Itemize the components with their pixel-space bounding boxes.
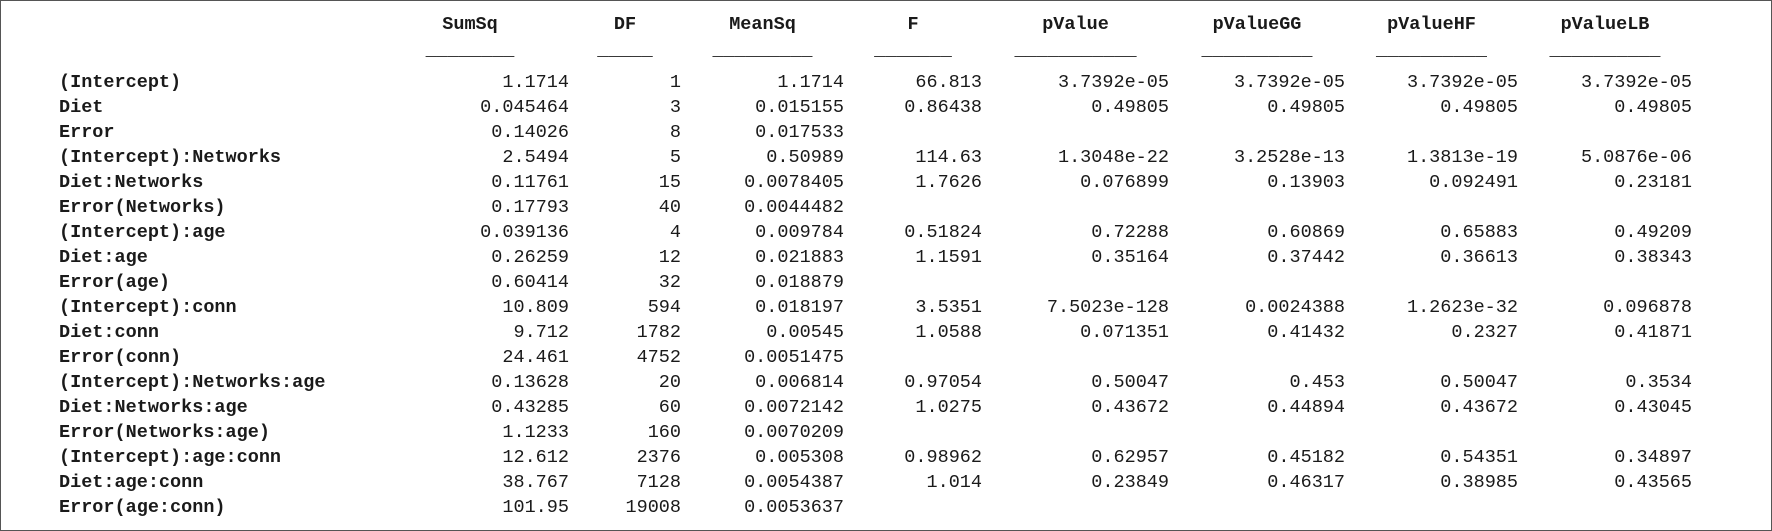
cell-sumsq: 0.11761 <box>491 172 569 193</box>
cell-df: 12 <box>658 247 681 268</box>
row-label: Diet:age <box>59 247 148 268</box>
cell-meansq: 0.015155 <box>755 97 844 118</box>
cell-pvalue <box>982 120 1169 145</box>
cell-sumsq: 10.809 <box>502 297 569 318</box>
cell-pvalue: 0.50047 <box>1091 372 1169 393</box>
table-row <box>59 220 1692 245</box>
cell-sumsq: 0.60414 <box>491 272 569 293</box>
cell-pvaluelb: 0.49209 <box>1614 222 1692 243</box>
row-label: Error(Networks:age) <box>59 422 270 443</box>
column-header-f: F <box>907 13 919 35</box>
cell-meansq: 1.1714 <box>777 72 844 93</box>
cell-meansq: 0.0072142 <box>744 397 844 418</box>
table-row <box>59 170 1692 195</box>
cell-meansq: 0.018879 <box>755 272 844 293</box>
cell-df: 2376 <box>636 447 681 468</box>
column-header-meansq: MeanSq <box>729 13 796 35</box>
cell-f: 114.63 <box>915 147 982 168</box>
cell-pvaluegg: 0.453 <box>1289 372 1345 393</box>
column-header-pvaluehf: pValueHF <box>1387 13 1476 35</box>
cell-pvaluehf: 3.7392e-05 <box>1406 72 1518 93</box>
table-row <box>59 370 1692 395</box>
cell-pvaluelb: 0.23181 <box>1614 172 1692 193</box>
row-label: (Intercept):Networks:age <box>59 372 326 393</box>
cell-pvaluegg: 0.44894 <box>1267 397 1345 418</box>
cell-f: 1.7626 <box>915 172 982 193</box>
cell-df: 1 <box>669 72 681 93</box>
table-header <box>59 8 1692 70</box>
row-label: (Intercept):conn <box>59 297 237 318</box>
cell-df: 5 <box>669 147 681 168</box>
cell-pvaluehf <box>1345 420 1518 445</box>
cell-pvaluelb: 0.38343 <box>1614 247 1692 268</box>
header-underline: ________ <box>425 40 515 61</box>
header-underline: __________ <box>1201 40 1313 61</box>
table-row <box>59 345 1692 370</box>
underline-spacer <box>59 40 371 70</box>
cell-pvalue <box>982 420 1169 445</box>
cell-pvaluegg: 0.45182 <box>1267 447 1345 468</box>
cell-pvaluelb: 0.49805 <box>1614 97 1692 118</box>
cell-sumsq: 0.17793 <box>491 197 569 218</box>
cell-pvaluegg <box>1169 120 1345 145</box>
cell-sumsq: 9.712 <box>513 322 569 343</box>
cell-pvaluehf <box>1345 345 1518 370</box>
cell-pvaluehf: 0.49805 <box>1440 97 1518 118</box>
row-label: Error(age:conn) <box>59 497 226 518</box>
row-label: (Intercept):age <box>59 222 226 243</box>
table-row <box>59 195 1692 220</box>
cell-pvaluelb <box>1518 495 1692 520</box>
cell-meansq: 0.018197 <box>755 297 844 318</box>
cell-meansq: 0.006814 <box>755 372 844 393</box>
row-label: Diet:Networks:age <box>59 397 248 418</box>
cell-pvaluehf: 0.50047 <box>1440 372 1518 393</box>
cell-df: 15 <box>658 172 681 193</box>
cell-f <box>844 345 982 370</box>
cell-sumsq: 0.039136 <box>480 222 569 243</box>
cell-f: 0.86438 <box>904 97 982 118</box>
row-label: Error <box>59 122 115 143</box>
column-header-pvaluegg: pValueGG <box>1212 13 1302 35</box>
cell-pvaluegg <box>1169 420 1345 445</box>
cell-pvalue: 3.7392e-05 <box>1057 72 1169 93</box>
cell-pvaluegg: 0.0024388 <box>1245 297 1345 318</box>
cell-pvaluegg: 0.49805 <box>1267 97 1345 118</box>
cell-pvalue <box>982 195 1169 220</box>
table-row <box>59 495 1692 520</box>
cell-meansq: 0.0053637 <box>744 497 844 518</box>
cell-sumsq: 1.1233 <box>502 422 569 443</box>
cell-df: 160 <box>647 422 681 443</box>
cell-sumsq: 0.14026 <box>491 122 569 143</box>
cell-pvaluegg: 0.60869 <box>1267 222 1345 243</box>
cell-sumsq: 0.43285 <box>491 397 569 418</box>
cell-pvalue <box>982 345 1169 370</box>
cell-pvaluegg: 0.37442 <box>1267 247 1345 268</box>
cell-f <box>844 120 982 145</box>
cell-pvaluelb: 5.0876e-06 <box>1580 147 1692 168</box>
cell-f: 1.0588 <box>915 322 982 343</box>
cell-df: 60 <box>658 397 681 418</box>
cell-df: 8 <box>669 122 681 143</box>
cell-pvaluegg <box>1169 270 1345 295</box>
cell-meansq: 0.00545 <box>766 322 844 343</box>
cell-f: 1.1591 <box>915 247 982 268</box>
cell-df: 19008 <box>625 497 681 518</box>
row-label: (Intercept):Networks <box>59 147 282 168</box>
cell-f: 3.5351 <box>915 297 982 318</box>
cell-df: 1782 <box>636 322 681 343</box>
cell-pvaluegg <box>1169 345 1345 370</box>
cell-pvalue <box>982 270 1169 295</box>
cell-f: 0.51824 <box>904 222 982 243</box>
cell-pvalue: 0.62957 <box>1091 447 1169 468</box>
table-body <box>59 70 1692 520</box>
cell-pvaluegg <box>1169 195 1345 220</box>
row-label: Diet:age:conn <box>59 472 204 493</box>
row-label: Error(Networks) <box>59 197 226 218</box>
column-header-sumsq: SumSq <box>442 13 498 35</box>
cell-df: 4752 <box>636 347 681 368</box>
row-label: Diet <box>59 97 104 118</box>
cell-pvalue: 0.076899 <box>1080 172 1169 193</box>
header-underline-row <box>59 40 1692 70</box>
cell-pvaluehf: 0.43672 <box>1440 397 1518 418</box>
cell-f <box>844 270 982 295</box>
table-row <box>59 445 1692 470</box>
cell-pvaluehf: 0.2327 <box>1451 322 1518 343</box>
cell-pvaluehf <box>1345 270 1518 295</box>
column-header-pvalue: pValue <box>1042 13 1109 35</box>
cell-pvaluehf: 0.38985 <box>1440 472 1518 493</box>
table-row <box>59 70 1692 95</box>
cell-pvaluehf: 0.65883 <box>1440 222 1518 243</box>
cell-pvaluelb: 0.43045 <box>1614 397 1692 418</box>
table-row <box>59 320 1692 345</box>
cell-pvaluegg: 3.2528e-13 <box>1233 147 1345 168</box>
row-label: Diet:Networks <box>59 172 204 193</box>
cell-pvaluehf: 0.54351 <box>1440 447 1518 468</box>
cell-f: 66.813 <box>915 72 982 93</box>
cell-df: 594 <box>647 297 681 318</box>
anova-table <box>59 8 1692 520</box>
cell-df: 7128 <box>636 472 681 493</box>
cell-pvaluehf <box>1345 495 1518 520</box>
cell-sumsq: 12.612 <box>502 447 569 468</box>
cell-pvaluelb: 3.7392e-05 <box>1580 72 1692 93</box>
cell-f: 0.98962 <box>904 447 982 468</box>
cell-pvaluehf: 1.2623e-32 <box>1406 297 1518 318</box>
cell-sumsq: 1.1714 <box>502 72 569 93</box>
cell-pvaluelb <box>1518 195 1692 220</box>
row-label-header <box>59 8 371 40</box>
cell-meansq: 0.005308 <box>755 447 844 468</box>
cell-pvalue: 0.35164 <box>1091 247 1169 268</box>
cell-sumsq: 2.5494 <box>502 147 569 168</box>
cell-sumsq: 38.767 <box>502 472 569 493</box>
table-row <box>59 120 1692 145</box>
cell-f <box>844 195 982 220</box>
cell-pvaluegg: 3.7392e-05 <box>1233 72 1345 93</box>
header-underline: _______ <box>874 40 952 61</box>
cell-f: 0.97054 <box>904 372 982 393</box>
cell-pvaluelb <box>1518 345 1692 370</box>
cell-meansq: 0.0054387 <box>744 472 844 493</box>
table-row <box>59 470 1692 495</box>
cell-pvaluegg: 0.41432 <box>1267 322 1345 343</box>
cell-pvalue: 7.5023e-128 <box>1046 297 1169 318</box>
cell-pvaluehf: 1.3813e-19 <box>1406 147 1518 168</box>
cell-meansq: 0.0044482 <box>744 197 844 218</box>
cell-pvaluehf: 0.092491 <box>1429 172 1518 193</box>
header-underline: __________ <box>1549 40 1661 61</box>
cell-sumsq: 0.26259 <box>491 247 569 268</box>
cell-f: 1.014 <box>926 472 982 493</box>
cell-meansq: 0.50989 <box>766 147 844 168</box>
cell-meansq: 0.0070209 <box>744 422 844 443</box>
header-underline: _________ <box>712 40 813 61</box>
cell-pvaluelb: 0.41871 <box>1614 322 1692 343</box>
table-row <box>59 245 1692 270</box>
table-row <box>59 420 1692 445</box>
header-underline: _____ <box>597 40 653 61</box>
cell-df: 40 <box>658 197 681 218</box>
cell-pvaluelb: 0.43565 <box>1614 472 1692 493</box>
row-label: Error(age) <box>59 272 171 293</box>
cell-pvalue: 1.3048e-22 <box>1057 147 1169 168</box>
cell-pvaluelb: 0.3534 <box>1625 372 1692 393</box>
table-row <box>59 95 1692 120</box>
cell-pvalue <box>982 495 1169 520</box>
header-row <box>59 8 1692 40</box>
cell-pvalue: 0.43672 <box>1091 397 1169 418</box>
header-underline: ___________ <box>1014 40 1137 61</box>
cell-sumsq: 24.461 <box>502 347 569 368</box>
cell-pvaluegg: 0.13903 <box>1267 172 1345 193</box>
cell-pvaluegg <box>1169 495 1345 520</box>
table-row <box>59 395 1692 420</box>
row-label: Diet:conn <box>59 322 159 343</box>
cell-sumsq: 0.13628 <box>491 372 569 393</box>
cell-f: 1.0275 <box>915 397 982 418</box>
cell-pvaluehf: 0.36613 <box>1440 247 1518 268</box>
cell-f <box>844 420 982 445</box>
cell-f <box>844 495 982 520</box>
table-row <box>59 270 1692 295</box>
cell-sumsq: 0.045464 <box>480 97 569 118</box>
cell-pvaluelb <box>1518 120 1692 145</box>
cell-meansq: 0.0078405 <box>744 172 844 193</box>
cell-df: 3 <box>669 97 681 118</box>
cell-meansq: 0.017533 <box>755 122 844 143</box>
column-header-df: DF <box>613 13 637 35</box>
cell-pvaluelb <box>1518 270 1692 295</box>
row-label: (Intercept) <box>59 72 182 93</box>
cell-pvalue: 0.49805 <box>1091 97 1169 118</box>
cell-pvaluelb <box>1518 420 1692 445</box>
cell-df: 4 <box>669 222 681 243</box>
table-row <box>59 145 1692 170</box>
cell-pvaluelb: 0.096878 <box>1603 297 1692 318</box>
cell-pvaluehf <box>1345 120 1518 145</box>
cell-df: 20 <box>658 372 681 393</box>
cell-pvaluehf <box>1345 195 1518 220</box>
table-row <box>59 295 1692 320</box>
row-label: Error(conn) <box>59 347 182 368</box>
cell-sumsq: 101.95 <box>502 497 569 518</box>
column-header-pvaluelb: pValueLB <box>1560 13 1650 35</box>
cell-df: 32 <box>658 272 681 293</box>
cell-meansq: 0.021883 <box>755 247 844 268</box>
cell-pvalue: 0.071351 <box>1080 322 1169 343</box>
cell-pvaluegg: 0.46317 <box>1267 472 1345 493</box>
cell-meansq: 0.009784 <box>755 222 844 243</box>
cell-pvaluelb: 0.34897 <box>1614 447 1692 468</box>
cell-pvalue: 0.72288 <box>1091 222 1169 243</box>
cell-meansq: 0.0051475 <box>744 347 844 368</box>
header-underline: __________ <box>1375 40 1488 61</box>
row-label: (Intercept):age:conn <box>59 447 282 468</box>
cell-pvalue: 0.23849 <box>1091 472 1169 493</box>
